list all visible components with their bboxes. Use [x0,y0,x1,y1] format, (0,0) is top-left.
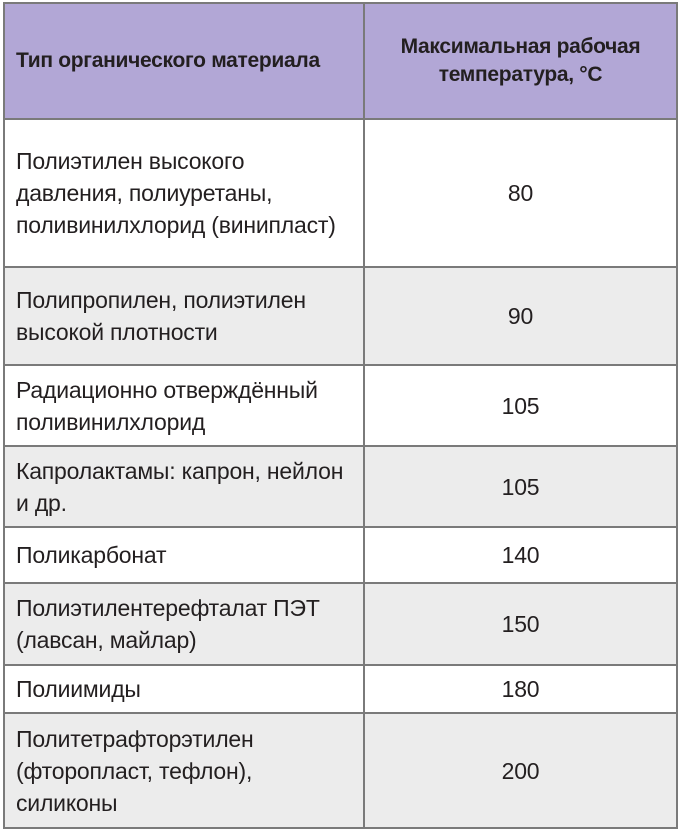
table-row [4,365,677,446]
material-cell: Полипропилен, полиэтилен высокой плотности [4,267,364,365]
table-row [4,446,677,527]
temperature-cell: 105 [364,446,677,527]
material-cell: Политетрафторэтилен (фторопласт, тефлон), силиконы [4,713,364,828]
material-cell: Капролактамы: капрон, нейлон и др. [4,446,364,527]
table-row [4,713,677,828]
column-header-material: Тип органического материала [4,3,364,119]
table-row [4,527,677,583]
temperature-cell: 140 [364,527,677,583]
column-header-temperature: Максимальная рабочая температура, °С [364,3,677,119]
temperature-cell: 200 [364,713,677,828]
temperature-table [3,2,678,829]
table-row [4,665,677,713]
material-cell: Полиэтилен высокого давления, полиуретаны, поливинилхлорид (винипласт) [4,119,364,267]
temperature-cell: 80 [364,119,677,267]
table-row [4,267,677,365]
table-header-row [4,3,677,119]
material-cell: Полиимиды [4,665,364,713]
material-cell: Поликарбонат [4,527,364,583]
temperature-cell: 150 [364,583,677,665]
temperature-cell: 90 [364,267,677,365]
table-row [4,583,677,665]
material-cell: Радиационно отверждённый поливинилхлорид [4,365,364,446]
temperature-cell: 180 [364,665,677,713]
temperature-cell: 105 [364,365,677,446]
material-cell: Полиэтилентерефталат ПЭТ (лавсан, майлар) [4,583,364,665]
table-row [4,119,677,267]
